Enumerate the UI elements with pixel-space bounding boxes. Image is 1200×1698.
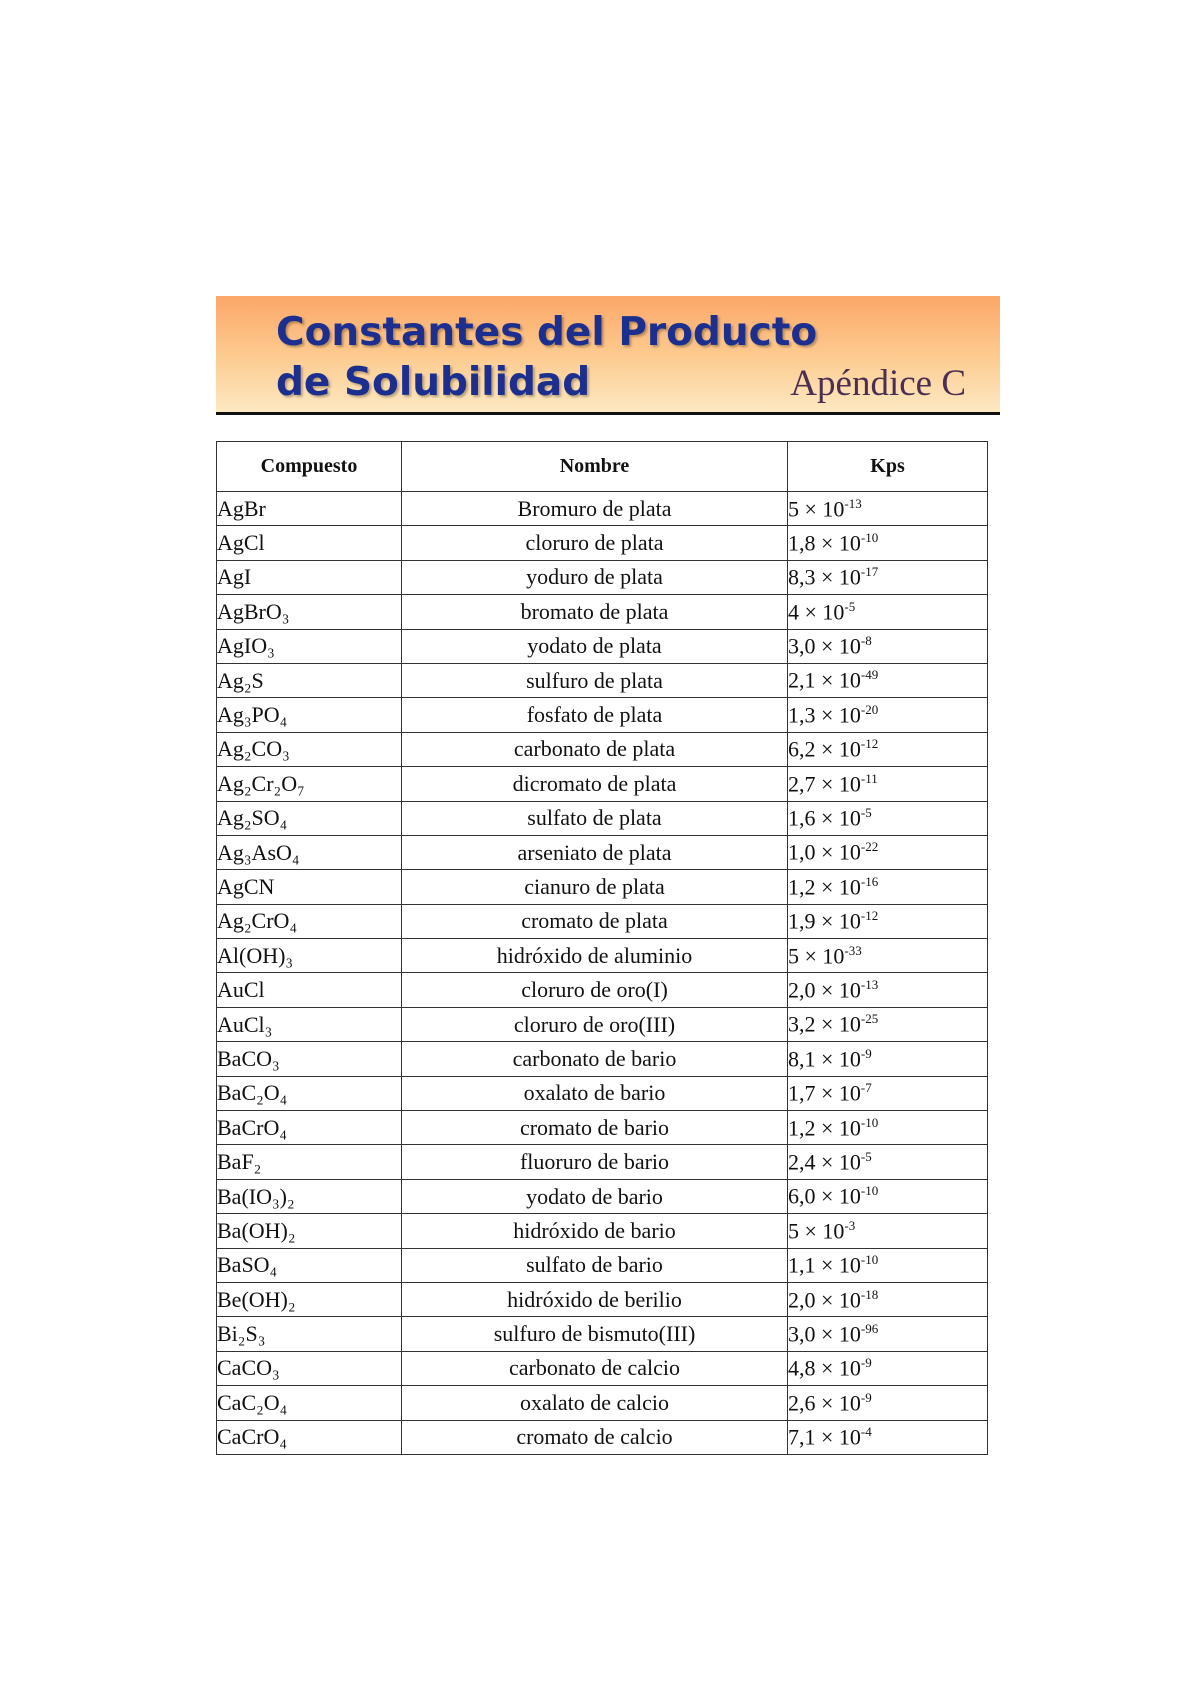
kps-mantissa: 7,1 — [788, 1424, 816, 1450]
kps-exponent: -22 — [860, 839, 879, 855]
name-cell: fluoruro de bario — [402, 1145, 788, 1179]
name-cell: sulfato de bario — [402, 1248, 788, 1282]
name-cell: sulfuro de plata — [402, 663, 788, 697]
kps-exponent: -9 — [860, 1045, 872, 1061]
compound-cell: AgIO₃ — [217, 629, 402, 663]
compound-cell: CaC₂O₄ — [217, 1386, 402, 1420]
kps-cell — [788, 1042, 988, 1076]
kps-times-ten: × 10 — [815, 633, 861, 659]
kps-times-ten: × 10 — [815, 564, 861, 590]
name-cell: hidróxido de berilio — [402, 1282, 788, 1316]
kps-times-ten: × 10 — [815, 1252, 861, 1278]
name-cell: cloruro de plata — [402, 526, 788, 560]
name-cell: dicromato de plata — [402, 767, 788, 801]
appendix-label: Apéndice C — [790, 363, 966, 404]
kps-mantissa: 1,3 — [788, 702, 816, 728]
kps-times-ten: × 10 — [815, 874, 861, 900]
kps-cell — [788, 492, 988, 526]
table-row — [217, 526, 988, 560]
table-row — [217, 767, 988, 801]
kps-mantissa: 5 — [788, 942, 799, 968]
table-row — [217, 904, 988, 938]
page-title — [276, 308, 817, 408]
compound-cell: Al(OH)₃ — [217, 939, 402, 973]
kps-cell — [788, 1282, 988, 1316]
kps-cell — [788, 1386, 988, 1420]
table-row — [217, 1007, 988, 1041]
table-row — [217, 939, 988, 973]
kps-times-ten: × 10 — [799, 1218, 845, 1244]
kps-exponent: -5 — [860, 805, 872, 821]
kps-cell — [788, 629, 988, 663]
kps-mantissa: 6,0 — [788, 1183, 816, 1209]
kps-exponent: -3 — [844, 1217, 856, 1233]
kps-cell — [788, 801, 988, 835]
compound-cell: Ag₂Cr₂O₇ — [217, 767, 402, 801]
kps-exponent: -7 — [860, 1080, 872, 1096]
kps-cell — [788, 732, 988, 766]
kps-mantissa: 2,1 — [788, 667, 816, 693]
kps-mantissa: 8,1 — [788, 1046, 816, 1072]
kps-times-ten: × 10 — [815, 736, 861, 762]
compound-cell: Ba(IO₃)₂ — [217, 1179, 402, 1213]
kps-mantissa: 3,0 — [788, 1321, 816, 1347]
compound-cell: Ag₂CO₃ — [217, 732, 402, 766]
compound-cell: Ag₃AsO₄ — [217, 835, 402, 869]
column-header-name: Nombre — [402, 442, 788, 492]
table-row — [217, 732, 988, 766]
kps-exponent: -49 — [860, 667, 879, 683]
kps-exponent: -25 — [860, 1011, 879, 1027]
kps-mantissa: 1,8 — [788, 530, 816, 556]
compound-cell: Bi₂S₃ — [217, 1317, 402, 1351]
compound-cell: Ba(OH)₂ — [217, 1214, 402, 1248]
kps-cell — [788, 1111, 988, 1145]
kps-exponent: -33 — [844, 942, 862, 958]
compound-cell: AgBrO₃ — [217, 595, 402, 629]
kps-exponent: -12 — [860, 908, 879, 924]
kps-exponent: -10 — [860, 1114, 879, 1130]
kps-cell — [788, 595, 988, 629]
kps-exponent: -5 — [860, 1148, 872, 1164]
name-cell: cromato de bario — [402, 1111, 788, 1145]
kps-mantissa: 5 — [788, 495, 799, 521]
kps-cell — [788, 973, 988, 1007]
kps-times-ten: × 10 — [799, 942, 845, 968]
compound-cell: Ag₂SO₄ — [217, 801, 402, 835]
table-row — [217, 595, 988, 629]
kps-times-ten: × 10 — [815, 977, 861, 1003]
name-cell: fosfato de plata — [402, 698, 788, 732]
kps-times-ten: × 10 — [799, 495, 845, 521]
compound-cell: CaCO₃ — [217, 1351, 402, 1385]
kps-exponent: -20 — [860, 701, 879, 717]
name-cell: sulfato de plata — [402, 801, 788, 835]
kps-times-ten: × 10 — [815, 1114, 861, 1140]
kps-mantissa: 2,4 — [788, 1149, 816, 1175]
kps-cell — [788, 904, 988, 938]
title-line-2: de Solubilidad — [276, 360, 591, 405]
kps-cell — [788, 1179, 988, 1213]
table-row — [217, 1179, 988, 1213]
compound-cell: AgCN — [217, 870, 402, 904]
table-row — [217, 973, 988, 1007]
kps-times-ten: × 10 — [799, 599, 845, 625]
kps-times-ten: × 10 — [815, 667, 861, 693]
name-cell: carbonato de calcio — [402, 1351, 788, 1385]
compound-cell: AgBr — [217, 492, 402, 526]
compound-cell: BaSO₄ — [217, 1248, 402, 1282]
kps-cell — [788, 526, 988, 560]
table-row — [217, 1420, 988, 1454]
column-header-compound: Compuesto — [217, 442, 402, 492]
compound-cell: BaF₂ — [217, 1145, 402, 1179]
compound-cell: BaC₂O₄ — [217, 1076, 402, 1110]
kps-mantissa: 4,8 — [788, 1355, 816, 1381]
kps-exponent: -10 — [860, 1252, 879, 1268]
kps-mantissa: 1,7 — [788, 1080, 816, 1106]
kps-mantissa: 1,1 — [788, 1252, 816, 1278]
kps-mantissa: 3,2 — [788, 1011, 816, 1037]
kps-exponent: -10 — [860, 1183, 879, 1199]
kps-cell — [788, 939, 988, 973]
kps-mantissa: 2,0 — [788, 1286, 816, 1312]
kps-cell — [788, 1317, 988, 1351]
kps-exponent: -13 — [844, 495, 862, 511]
name-cell: oxalato de calcio — [402, 1386, 788, 1420]
kps-cell — [788, 1420, 988, 1454]
kps-cell — [788, 663, 988, 697]
table-row — [217, 1317, 988, 1351]
kps-times-ten: × 10 — [815, 839, 861, 865]
name-cell: Bromuro de plata — [402, 492, 788, 526]
name-cell: yoduro de plata — [402, 560, 788, 594]
kps-exponent: -16 — [860, 873, 879, 889]
table-row — [217, 560, 988, 594]
kps-exponent: -13 — [860, 977, 879, 992]
kps-times-ten: × 10 — [815, 1046, 861, 1072]
kps-mantissa: 5 — [788, 1218, 799, 1244]
table-row — [217, 870, 988, 904]
kps-exponent: -18 — [860, 1286, 879, 1302]
compound-cell: AuCl₃ — [217, 1007, 402, 1041]
name-cell: yodato de bario — [402, 1179, 788, 1213]
name-cell: carbonato de bario — [402, 1042, 788, 1076]
name-cell: cianuro de plata — [402, 870, 788, 904]
name-cell: hidróxido de aluminio — [402, 939, 788, 973]
kps-exponent: -9 — [860, 1355, 872, 1371]
compound-cell: Ag₂S — [217, 663, 402, 697]
table-row — [217, 663, 988, 697]
compound-cell: AuCl — [217, 973, 402, 1007]
kps-mantissa: 1,2 — [788, 1114, 816, 1140]
kps-times-ten: × 10 — [815, 702, 861, 728]
kps-times-ten: × 10 — [815, 1424, 861, 1450]
kps-times-ten: × 10 — [815, 1390, 861, 1416]
kps-times-ten: × 10 — [815, 908, 861, 934]
kps-cell — [788, 1007, 988, 1041]
table-row — [217, 1351, 988, 1385]
kps-mantissa: 1,9 — [788, 908, 816, 934]
table-row — [217, 492, 988, 526]
name-cell: yodato de plata — [402, 629, 788, 663]
table-row — [217, 1076, 988, 1110]
column-header-kps: Kps — [788, 442, 988, 492]
kps-mantissa: 4 — [788, 599, 799, 625]
kps-cell — [788, 767, 988, 801]
table-row — [217, 1386, 988, 1420]
name-cell: oxalato de bario — [402, 1076, 788, 1110]
kps-mantissa: 2,7 — [788, 770, 816, 796]
kps-cell — [788, 698, 988, 732]
table-row — [217, 698, 988, 732]
table-row — [217, 629, 988, 663]
table-row — [217, 1248, 988, 1282]
kps-cell — [788, 870, 988, 904]
compound-cell: BaCrO₄ — [217, 1111, 402, 1145]
kps-times-ten: × 10 — [815, 1183, 861, 1209]
table-row — [217, 1145, 988, 1179]
table-row — [217, 1042, 988, 1076]
compound-cell: CaCrO₄ — [217, 1420, 402, 1454]
table-body — [217, 492, 988, 1455]
kps-exponent: -12 — [860, 736, 879, 752]
name-cell: cromato de plata — [402, 904, 788, 938]
kps-mantissa: 8,3 — [788, 564, 816, 590]
header-row — [217, 442, 988, 492]
kps-mantissa: 2,0 — [788, 977, 816, 1003]
kps-exponent: -11 — [860, 770, 878, 786]
kps-cell — [788, 1248, 988, 1282]
kps-times-ten: × 10 — [815, 1080, 861, 1106]
table-row — [217, 1214, 988, 1248]
kps-mantissa: 3,0 — [788, 633, 816, 659]
compound-cell: Ag₃PO₄ — [217, 698, 402, 732]
kps-exponent: -96 — [860, 1320, 879, 1336]
kps-times-ten: × 10 — [815, 1321, 861, 1347]
kps-exponent: -8 — [860, 633, 872, 649]
title-banner — [216, 296, 1000, 415]
kps-times-ten: × 10 — [815, 1149, 861, 1175]
kps-times-ten: × 10 — [815, 530, 861, 556]
kps-times-ten: × 10 — [815, 770, 861, 796]
kps-cell — [788, 1351, 988, 1385]
compound-cell: AgI — [217, 560, 402, 594]
kps-mantissa: 6,2 — [788, 736, 816, 762]
name-cell: sulfuro de bismuto(III) — [402, 1317, 788, 1351]
table-row — [217, 1111, 988, 1145]
title-line-1: Constantes del Producto — [276, 310, 818, 355]
table-row — [217, 1282, 988, 1316]
kps-exponent: -5 — [844, 598, 856, 614]
kps-mantissa: 2,6 — [788, 1390, 816, 1416]
compound-cell: Ag₂CrO₄ — [217, 904, 402, 938]
kps-exponent: -9 — [860, 1389, 872, 1405]
name-cell: bromato de plata — [402, 595, 788, 629]
kps-mantissa: 1,2 — [788, 874, 816, 900]
kps-exponent: -10 — [860, 529, 879, 545]
kps-times-ten: × 10 — [815, 805, 861, 831]
solubility-table — [216, 441, 988, 1455]
name-cell: cloruro de oro(I) — [402, 973, 788, 1007]
name-cell: carbonato de plata — [402, 732, 788, 766]
kps-cell — [788, 1214, 988, 1248]
table-row — [217, 801, 988, 835]
kps-times-ten: × 10 — [815, 1286, 861, 1312]
table-row — [217, 835, 988, 869]
name-cell: cromato de calcio — [402, 1420, 788, 1454]
compound-cell: BaCO₃ — [217, 1042, 402, 1076]
kps-mantissa: 1,0 — [788, 839, 816, 865]
compound-cell: Be(OH)₂ — [217, 1282, 402, 1316]
kps-exponent: -4 — [860, 1424, 872, 1440]
kps-cell — [788, 835, 988, 869]
kps-mantissa: 1,6 — [788, 805, 816, 831]
kps-cell — [788, 560, 988, 594]
kps-times-ten: × 10 — [815, 1355, 861, 1381]
name-cell: arseniato de plata — [402, 835, 788, 869]
name-cell: hidróxido de bario — [402, 1214, 788, 1248]
kps-times-ten: × 10 — [815, 1011, 861, 1037]
compound-cell: AgCl — [217, 526, 402, 560]
name-cell: cloruro de oro(III) — [402, 1007, 788, 1041]
kps-exponent: -17 — [860, 564, 879, 580]
kps-cell — [788, 1076, 988, 1110]
kps-cell — [788, 1145, 988, 1179]
